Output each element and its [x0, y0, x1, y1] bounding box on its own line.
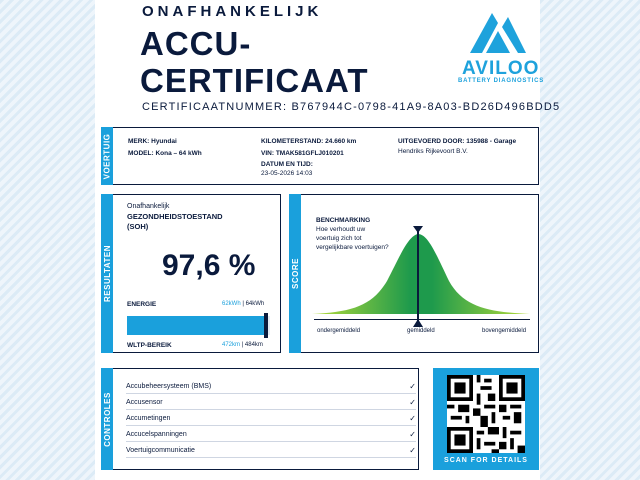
check-row-measurements [126, 412, 416, 426]
check-row-cell-voltages [126, 428, 416, 442]
check-label: Accubeheersysteem (BMS) [126, 383, 212, 390]
right-decorative-stripe [540, 0, 640, 480]
energy-label: ENERGIE [127, 301, 157, 308]
axis-high-label: bovengemiddeld [482, 328, 527, 334]
date-value: 23-05-2026 14:03 [261, 170, 313, 177]
check-row-communication [126, 444, 416, 458]
check-label: Voertuigcommunicatie [126, 447, 195, 454]
soh-title-line-1: GEZONDHEIDSTOESTAND [127, 212, 223, 221]
soh-title-line-2: (SOH) [127, 222, 149, 231]
model-row [128, 150, 202, 157]
score-tab: SCORE [289, 194, 301, 353]
certificate-title [140, 25, 369, 99]
aviloo-mountain-icon [458, 5, 538, 61]
benchmark-q1: Hoe verhoudt uw [316, 226, 366, 233]
check-label: Accumetingen [126, 415, 171, 422]
soh-value: 97,6 % [162, 249, 256, 282]
performed-row [398, 138, 516, 145]
wltp-total: 484km [244, 342, 263, 348]
wltp-current: 472km [222, 342, 241, 348]
soh-title [127, 212, 223, 232]
performed-value-2: Hendriks Rijkevoort B.V. [398, 148, 468, 155]
energy-readout [222, 301, 264, 307]
check-icon: ✓ [409, 414, 416, 423]
qr-caption: SCAN FOR DETAILS [444, 457, 528, 464]
mileage-row [261, 138, 356, 145]
energy-current: 62kWh [222, 301, 241, 307]
check-label: Accusensor [126, 399, 163, 406]
brand-row [128, 138, 177, 145]
vehicle-tab: VOERTUIG [101, 127, 113, 185]
axis-mid-label: gemiddeld [407, 328, 435, 334]
title-line-2: CERTIFICAAT [140, 62, 369, 99]
checks-tab: CONTROLES [101, 368, 113, 470]
energy-separator: | [240, 301, 246, 307]
date-label: DATUM EN TIJD: [261, 161, 313, 168]
vin-row [261, 150, 344, 157]
vin-label: VIN: [261, 150, 274, 157]
model-label: MODEL: [128, 150, 154, 157]
check-icon: ✓ [409, 430, 416, 439]
header-subtitle: ONAFHANKELIJK [142, 3, 323, 20]
axis-low-label: ondergemiddeld [317, 328, 361, 334]
performed-value-1: 135988 - Garage [466, 138, 517, 145]
benchmark-bell-curve [312, 226, 530, 326]
logo-wordmark: AVILOO [462, 58, 540, 79]
performed-label: UITGEVOERD DOOR: [398, 138, 465, 145]
mileage-value: 24.660 km [325, 138, 357, 145]
benchmark-q3: vergelijkbare voertuigen? [316, 244, 389, 251]
benchmark-marker-arrow-top [413, 226, 423, 233]
wltp-separator: | [240, 342, 245, 348]
bell-curve-area [312, 234, 530, 314]
vin-value: TMAK581GFLJ010201 [275, 150, 344, 157]
check-icon: ✓ [409, 398, 416, 407]
title-line-1: ACCU- [140, 25, 252, 62]
check-icon: ✓ [409, 382, 416, 391]
energy-bar-fill [127, 316, 267, 335]
qr-code-icon[interactable] [447, 375, 525, 453]
check-icon: ✓ [409, 446, 416, 455]
results-independent: Onafhankelijk [127, 203, 170, 210]
logo-tagline: BATTERY DIAGNOSTICS [458, 78, 545, 84]
energy-total: 64kWh [245, 301, 265, 307]
check-row-bms [126, 380, 416, 394]
energy-bar-track [127, 316, 270, 335]
brand-value: Hyundai [151, 138, 177, 145]
certificate-number: CERTIFICAATNUMMER: B767944C-0798-41A9-8A03-BD26D496BDD5 [142, 101, 561, 113]
left-decorative-stripe [0, 0, 95, 480]
brand-label: MERK: [128, 138, 150, 145]
results-tab: RESULTATEN [101, 194, 113, 353]
energy-bar-marker [264, 313, 268, 338]
qr-panel[interactable] [433, 368, 539, 470]
check-row-sensor [126, 396, 416, 410]
check-label: Accucelspanningen [126, 431, 187, 438]
wltp-readout [222, 342, 263, 348]
model-value: Kona – 64 kWh [155, 150, 202, 157]
mileage-label: KILOMETERSTAND: [261, 138, 324, 145]
benchmark-q2: voertuig zich tot [316, 235, 362, 242]
wltp-label: WLTP-BEREIK [127, 342, 172, 349]
axis-mid-arrow [413, 319, 423, 327]
benchmark-title: BENCHMARKING [316, 217, 371, 224]
